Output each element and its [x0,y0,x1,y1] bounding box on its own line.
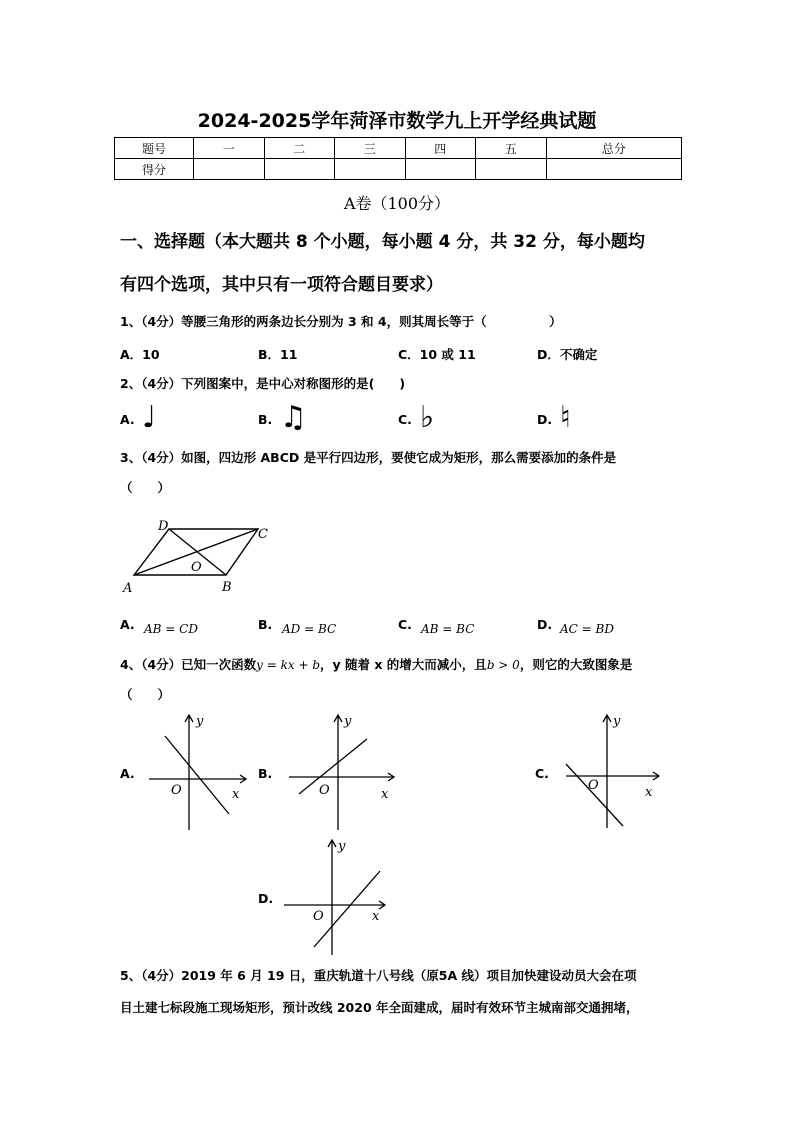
x-axis-label: x [232,787,240,802]
q3-option-b-letter[interactable]: B. [258,617,273,632]
beamed-notes-icon[interactable]: ♫ [280,400,307,435]
label-b: B [222,580,232,595]
q3-option-c[interactable]: AB = BC [421,622,475,636]
score-header-cell: 三 [335,138,406,159]
function-line [165,736,229,814]
score-cell[interactable] [405,159,476,180]
score-table [114,137,682,180]
function-line [566,764,623,826]
natural-sign-icon[interactable]: ♮ [560,400,571,435]
score-header-cell: 四 [405,138,476,159]
section-heading: A卷（100分） [343,194,451,213]
question-5-line1: 5、（4分）2019 年 6 月 19 日，重庆轨道十八号线（原5A 线）项目加快建设动员大会在项 [120,968,637,983]
label-c: C [258,527,268,542]
q4-graph-c[interactable] [560,710,670,835]
x-axis-label: x [381,787,389,802]
origin-label: O [313,909,324,924]
q2-option-c-letter[interactable]: C. [398,412,412,427]
x-axis-label: x [645,785,653,800]
flat-sign-icon[interactable]: ♭ [420,400,435,435]
origin-label: O [588,778,599,793]
question-4-paren: （ ） [120,687,171,702]
label-a: A [123,581,133,596]
q1-option-b[interactable]: B．11 [258,347,298,362]
q4-graph-b[interactable] [285,710,400,835]
q4-stem-c: ，则它的大致图象是 [519,657,633,672]
q1-option-d[interactable]: D．不确定 [537,347,598,362]
x-axis-label: x [372,909,380,924]
origin-label: O [171,783,182,798]
y-axis-label: y [338,839,346,854]
question-5-line2: 目土建七标段施工现场矩形，预计改线 2020 年全面建成，届时有效环节主城南部交通拥堵， [120,1000,639,1015]
score-header-cell: 总分 [546,138,682,159]
part-heading-line2: 有四个选项，其中只有一项符合题目要求） [120,275,443,295]
question-3-stem: 3、（4分）如图，四边形 ABCD 是平行四边形，要使它成为矩形，那么需要添加的条件是 [120,450,617,465]
q3-option-d[interactable]: AC = BD [560,622,614,636]
question-4-stem [120,655,680,675]
q4-graph-d[interactable] [280,835,395,960]
q3-option-d-letter[interactable]: D. [537,617,553,632]
score-cell[interactable] [264,159,335,180]
q2-option-b-letter[interactable]: B. [258,412,273,427]
function-line [299,739,367,794]
label-d: D [158,519,169,534]
y-axis-label: y [344,714,352,729]
q2-option-a-letter[interactable]: A. [120,412,135,427]
q4-option-c-letter[interactable]: C. [535,766,549,781]
parallelogram-figure [118,512,278,598]
score-cell[interactable] [546,159,682,180]
score-header-cell: 题号 [115,138,194,159]
score-table-score-row [115,159,682,180]
question-2-stem: 2、（4分）下列图案中，是中心对称图形的是( ) [120,376,406,391]
score-cell[interactable] [476,159,547,180]
score-header-cell: 一 [194,138,265,159]
score-header-cell: 二 [264,138,335,159]
label-o: O [191,560,202,575]
q4-condition: b > 0 [486,658,520,672]
score-cell[interactable] [194,159,265,180]
q2-option-d-letter[interactable]: D. [537,412,553,427]
question-3-paren: （ ） [120,480,171,495]
page-title: 2024-2025学年菏泽市数学九上开学经典试题 [197,110,597,132]
score-row-label: 得分 [115,159,194,180]
q4-stem-a: 4、（4分）已知一次函数 [120,657,257,672]
score-table-header-row [115,138,682,159]
q3-option-c-letter[interactable]: C. [398,617,412,632]
q4-option-b-letter[interactable]: B. [258,766,273,781]
q4-option-a-letter[interactable]: A. [120,766,135,781]
function-line [314,871,380,947]
q4-stem-b: ，y 随着 x 的增大而减小，且 [320,657,487,672]
y-axis-label: y [613,714,621,729]
origin-label: O [319,783,330,798]
q1-option-c[interactable]: C．10 或 11 [398,347,476,362]
part-heading-line1: 一、选择题（本大题共 8 个小题，每小题 4 分，共 32 分，每小题均 [120,232,645,252]
q3-option-b[interactable]: AD = BC [282,622,337,636]
question-1-stem: 1、（4分）等腰三角形的两条边长分别为 3 和 4，则其周长等于（ ） [120,314,562,329]
quarter-note-icon[interactable]: ♩ [142,400,157,435]
q1-option-a[interactable]: A．10 [120,347,160,362]
y-axis-label: y [196,714,204,729]
q4-graph-a[interactable] [145,710,255,835]
q4-function: y = kx + b [256,658,321,672]
q4-option-d-letter[interactable]: D. [258,891,274,906]
score-cell[interactable] [335,159,406,180]
score-header-cell: 五 [476,138,547,159]
q3-option-a[interactable]: AB = CD [144,622,198,636]
q3-option-a-letter[interactable]: A. [120,617,135,632]
